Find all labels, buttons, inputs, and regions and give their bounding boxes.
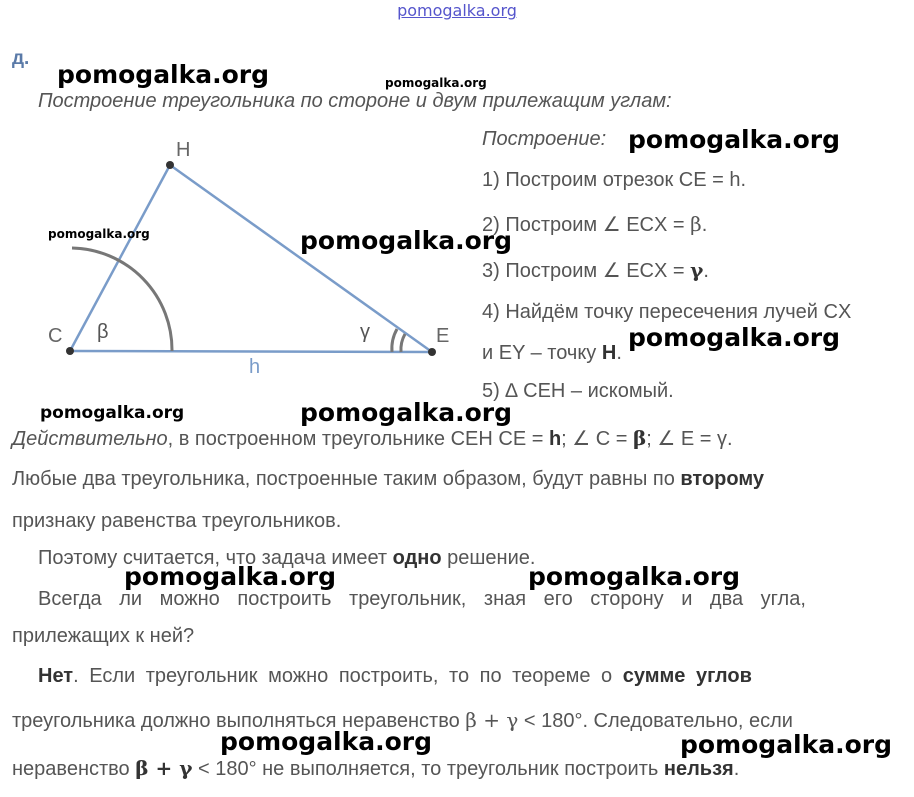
- angle-arc-E-2: [401, 334, 405, 352]
- watermark: pomogalka.org: [628, 125, 841, 154]
- label-beta: β: [97, 321, 109, 343]
- watermark: pomogalka.org: [300, 398, 513, 427]
- label-H: H: [176, 139, 191, 161]
- watermark: pomogalka.org: [680, 730, 893, 759]
- step-4-line-1: 4) Найдём точку пересечения лучей CX: [482, 301, 852, 323]
- vertex-C: [66, 347, 74, 355]
- angle-arc-E-1: [392, 329, 397, 352]
- step-1: 1) Построим отрезок CE = h.: [482, 169, 747, 191]
- step-4-line-2: и EY – точку H.: [482, 342, 622, 364]
- page-heading: Построение треугольника по стороне и двум прилежащим углам:: [38, 90, 672, 112]
- paragraph-4-line-1: Нет. Если треугольник можно построить, то по теореме о сумме углов: [38, 665, 752, 687]
- angle-arc-C: [72, 248, 172, 351]
- watermark: pomogalka.org: [48, 227, 150, 241]
- side-CE: [70, 351, 432, 352]
- side-CH: [70, 165, 170, 351]
- section-label: д.: [12, 48, 30, 69]
- label-gamma: γ: [360, 321, 370, 343]
- construction-title: Построение:: [482, 128, 607, 150]
- step-3: 3) Построим ∠ ECX = γ.: [482, 258, 709, 282]
- paragraph-1-line-2: Любые два треугольника, построенные таким образом, будут равны по второму: [12, 468, 764, 490]
- watermark: pomogalka.org: [57, 60, 270, 89]
- vertex-E: [428, 348, 436, 356]
- paragraph-3-line-2: прилежащих к ней?: [12, 625, 195, 647]
- watermark: pomogalka.org: [385, 76, 487, 90]
- label-C: C: [48, 325, 63, 347]
- paragraph-4-line-3: неравенство β + γ < 180° не выполняется, то треугольник построить нельзя.: [12, 756, 740, 780]
- side-HE: [170, 165, 432, 352]
- step-2: 2) Построим ∠ ECX = β.: [482, 212, 708, 236]
- watermark: pomogalka.org: [40, 403, 185, 423]
- watermark: pomogalka.org: [300, 226, 513, 255]
- watermark: pomogalka.org: [528, 562, 741, 591]
- paragraph-3-line-1: Всегда ли можно построить треугольник, зная его сторону и два угла,: [38, 588, 806, 610]
- label-h: h: [249, 356, 261, 378]
- top-link[interactable]: pomogalka.org: [397, 1, 517, 20]
- step-5: 5) ∆ CEH – искомый.: [482, 380, 674, 402]
- watermark: pomogalka.org: [628, 323, 841, 352]
- paragraph-4-line-2: треугольника должно выполняться неравенство β + γ < 180°. Следовательно, если: [12, 708, 793, 732]
- triangle-diagram: [0, 120, 470, 390]
- label-E: E: [436, 325, 450, 347]
- vertex-H: [166, 161, 174, 169]
- paragraph-1-line-1: Действительно, в построенном треугольнике CEH CE = h; ∠ C = β; ∠ E = γ.: [12, 426, 733, 450]
- watermark: pomogalka.org: [124, 562, 337, 591]
- watermark: pomogalka.org: [220, 727, 433, 756]
- paragraph-2: Поэтому считается, что задача имеет одно решение.: [38, 547, 536, 569]
- paragraph-1-line-3: признаку равенства треугольников.: [12, 510, 342, 532]
